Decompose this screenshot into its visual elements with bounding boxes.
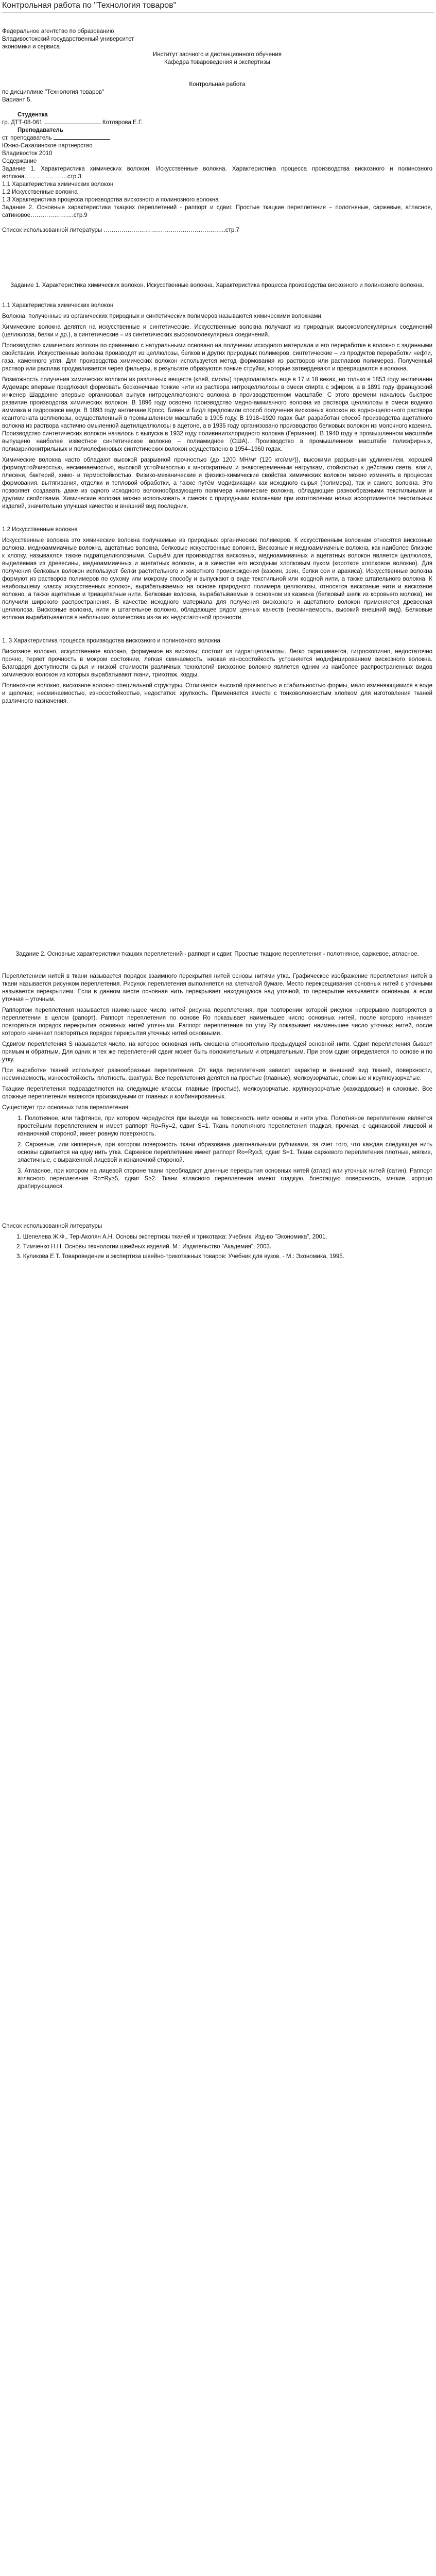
task2-para-3: Сдвигом переплетения S называется число, на которое основная нить смещена относительно предыдущей основной нити. Сдвиг переплетения бывает прямым и обратным. Для одних и тех же переплетений сдвиг может быть положительным и отрицательным. При этом сдвиг определяется по основе и по утку. <box>2 1041 432 1063</box>
task2-list-item-2: 2. Саржевые, или кипперные, при котором поверхность ткани образована диагональными рубчиками, за счет того, что каждая следующая нить основы сдвигается на одну нить утка. Саржевое переплетение имеет раппорт Ro=Ry≥3, сдвиг S=1. Ткани саржевого переплетения плотные, мягкие, эластичные, с выраженной лицевой и изнаночной стороной. <box>18 1142 432 1163</box>
biblio-item: 3. Куликова Е.Т. Товароведение и экспертиза швейно-трикотажных товаров: Учебник для вузов. - М.: Экономика, 1995. <box>16 1253 344 1260</box>
university-line: Владивостокский государственный университет <box>2 36 134 42</box>
task2-heading: Задание 2. Основные характеристики ткацких переплетений - раппорт и сдвиг. Простые ткацкие переплетения - полотняное, саржевое, атласное. <box>15 951 419 957</box>
task2-para-5: Ткацкие переплетения подразделяются на следующие классы: главные (простые), мелкоузорчатые, крупноузорчатые (жаккардовые) и сложные. Все сложные переплетения являются производными от главных и комбинированных. <box>2 1086 432 1100</box>
city-year-line: Владивосток 2010 <box>2 150 53 157</box>
title-divider <box>2 12 434 13</box>
teacher-title: ст. преподаватель <box>2 135 52 141</box>
student-group: гр. ДТТ-08-061 <box>2 120 43 126</box>
biblio-item: 1. Шепелева Ж.Ф., Тер-Акопян А.Н. Основы экспертизы тканей и трикотажа: Учебник. Изд-во "Экономика", 2001. <box>16 1234 327 1240</box>
biblio-list <box>2 1233 432 1261</box>
section-1-1-para-4: Возможность получения химических волокон из различных веществ (клей, смолы) предполагалась еще в 17 и 18 веках, но только в 1853 году англичанин Аудемарс впервые предложил формовать бесконечные тонкие нити из раствора нитроцеллюлозы в смеси спирта с эфиром, а в 1891 году французский инженер Шардонне впервые организовал выпуск нитроцеллюлозного волокна в производственном масштабе. С этого времени началось быстрое развитие производства химических волокон. В 1896 году освоено производство медно-аммиачного волокна из раствора целлюлозы в смеси водного аммиака и гидроокиси меди. В 1893 году англичане Кросс, Бивен и Бидл предложили способ получения вискозных волокон из водно-щелочного раствора ксантогената целлюлозы, осуществленный в промышленном масштабе в 1905 году. В 1918–1920 годах был разработан способ производства ацетатного волокна из раствора частично омыленной ацетилцеллюлозы в ацетоне, а в 1935 году организовано производство белковых волокон из молочного казеина. Производство синтетических волокон началось с выпуска в 1932 году поливинилхлоридного волокна (Германия). В 1940 году в промышленном масштабе выпущено наиболее известное синтетическое волокно – полиамидное (США). Производство в промышленном масштабе полиэфирных, полиакрилонитрильных и полиолефиновых синтетических волокон осуществлено в 1954–1960 годах. <box>2 377 432 452</box>
document-title: Контрольная работа по "Технология товаров" <box>2 1 177 10</box>
task2-list-item-1: 1. Полотняное, или тафтяное, при котором чередуются при выходе на поверхность нити основы и нити утка. Полотняное переплетение является простейшим переплетением и имеет раппорт Ro=Ry=2, сдвиг S=1. Ткань полотняного переплетения гладкая, прочная, с одинаковой лицевой и изнаночной стороной, имеет ровную поверхность. <box>18 1115 432 1137</box>
biblio-heading: Список использованной литературы <box>2 1223 102 1229</box>
teacher-label: Преподаватель <box>18 127 63 133</box>
toc-item-1-1: 1.1 Характеристика химических волокон <box>2 181 114 188</box>
document-body <box>2 21 432 1263</box>
task2-list-intro: Существует три основных типа переплетения: <box>2 1105 130 1111</box>
toc-biblio: Список использованной литературы ……………………………………………………..стр.7 <box>2 227 239 233</box>
discipline-line: по дисциплине "Технология товаров" <box>2 89 104 95</box>
partnership-line: Южно-Сахалинское партнерство <box>2 143 93 149</box>
task1-heading: Задание 1. Характеристика химических волокон. Искусственные волокна. Характеристика процесса производства вискозного и полинозного волокна. <box>10 282 424 289</box>
toc-task1: Задание 1. Характеристика химических волокон. Искусственные волокна. Характеристика процесса производства вискозного и полинозного волокна………………….стр.3 <box>2 166 432 180</box>
work-title: Контрольная работа <box>189 81 246 88</box>
teacher-signature-blank <box>54 139 110 140</box>
toc-item-1-3: 1.3 Характеристика процесса производства вискозного и полинозного волокна <box>2 197 219 203</box>
agency-line: Федеральное агентство по образованию <box>2 28 114 35</box>
toc-heading: Содержание <box>2 158 37 164</box>
toc-item-1-2: 1.2 Искусственные волокна <box>2 189 78 195</box>
student-name: Котлярова Е.Г. <box>102 120 143 126</box>
section-1-3-para-2: Полинозное волокно, вискозное волокно специальной структуры. Отличается высокой прочностью и стабильностью формы, мало изменяющимися в воде и щелочах; несминаемостью, износостойкостью, недостатки: хрупкость. Применяется вместе с тонковолокнистым хлопком для изготовления тканей различного назначения. <box>2 683 432 704</box>
section-1-1-title: 1.1 Характеристика химических волокон <box>2 302 114 309</box>
institute-line: Институт заочного и дистанционного обучения <box>152 52 282 58</box>
task2-para-1: Переплетением нитей в ткани называется порядок взаимного перекрытия нитей основы нитями утка. Графическое изображение переплетения нитей в ткани называется рисунком переплетения. Рисунок переплетения выполняется на клетчатой бумаге. Место перекрещивания основных нитей с уточными называется перекрытием. Если в данном месте основная нить перекрывает находящуюся над уточной, то перекрытие называется основным, а если уточная – уточным. <box>2 973 432 1003</box>
university-line-2: экономики и сервиса <box>2 44 60 50</box>
section-1-3-para-1: Вискозное волокно, искусственное волокно, формуемое из вискозы; состоит из гидратцеллюлозы. Легко окрашивается, гигроскопично, недостаточно прочно, теряет прочность в мокром состоянии, легкая сминаемость, низкая износостойкость устраняется модифицированием вискозного волокна. Благодаря доступности сырья и низкой стоимости различных технологий вискозное волокно является одним из наиболее распространенных видов химических волокон из которых вырабатывают ткани, трикотаж, корды. <box>2 649 432 678</box>
section-1-2-para-1: Искусственные волокна это химические волокна получаемые из природных органических полимеров. К искусственным волокнам относятся вискозные волокна, медноаммиачные волокна, ацетатные волокна, белковые искусственные волокна. Вискозные и медноаммиачные волокна, как наиболее близкие к хлопку, называются также гидратцеллюлозными. Сырьём для производства вискозных, медноаммиачных и ацетатных волокон является целлюлоза, выделяемая из древесины, медноаммиачных и ацетатных волокон, а в качестве его исходным хлопковым пухом (короткое хлопковое волокно). Для получения белковых волокон используют белки растительного и животного происхождения (казеин, зеин, белки сои и арахиса). Искусственные волокна формуют из растворов полимеров по сухому или мокрому способу и выпускают в виде текстильной или кордной нити, а также штапельного волокна. К наибольшему классу искусственных волокон, вырабатываемых на основе природного полимера целлюлозы, относятся вискозные нити и вискозное волокно, а также ацетатные и триацетатные нити. Белковые волокна, вырабатываемые в основном из казеина (белковый шелк из коровьего молока), не получили широкого распространения. В качестве исходного материала для получения вискозного и ацетатного волокон применяется древесная целлюлоза. Вискозные волокна, нити и штапельное волокно, обладающее рядом ценных качеств (несминаемость, высокий внешний вид). Белковые волокна вырабатываются в небольших количествах из-за их недостаточной прочности. <box>2 537 432 621</box>
section-1-1-para-1: Волокна, полученные из органических природных и синтетических полимеров называются химическими волокнами. <box>2 313 323 319</box>
toc-task2: Задание 2. Основные характеристики ткацких переплетений - раппорт и сдвиг. Простые ткацкие переплетения – полотняные, саржевые, атласное, сатиновое………………….стр.9 <box>2 205 432 218</box>
student-label: Студентка <box>18 112 48 118</box>
department-line: Кафедра товароведения и экспертизы <box>164 59 270 65</box>
section-1-2-title: 1.2 Искусственные волокна <box>2 527 78 533</box>
section-1-1-para-3: Производство химических волокон по сравнению с натуральными основано на получении исходного материала и его переработке в волокно с заданными свойствами. Искусственные волокна производят из целлюлозы, белков и других природных полимеров, синтетические – из продуктов переработки нефти, газа, каменного угля. Для производства химических волокон используется метод формования из растворов или расплавов полимеров. Полученный раствор или расплав продавливается через фильеры, в результате образуются тонкие струйки, которые затвердевают и превращаются в волокна. <box>2 343 432 372</box>
task2-list-item-3: 3. Атласное, при котором на лицевой стороне ткани преобладают длинные перекрытия основных нитей (атлас) или уточных нитей (сатин). Раппорт атласного переплетения Ro=Ry≥5, сдвиг S≥2. Ткани атласного переплетения имеют гладкую, блестящую поверхность, мягкие, хорошо драпирующиеся. <box>18 1168 432 1190</box>
biblio-item: 2. Тимченко Н.Н. Основы технологии швейных изделий. М.: Издательство "Академия", 2003. <box>16 1244 272 1250</box>
section-1-1-para-5: Химические волокна часто обладают высокой разрывной прочностью (до 1200 МН/м² (120 кгс/мм²)), высокими разрывным удлинением, хорошей формоустойчивостью, несминаемостью, высокой устойчивостью к многократным и знакопеременным нагрузкам, стойкостью к действию света, влаги, плесени, бактерий, химо- и термостойкостью. Физико-механические и физико-химические свойства химических волокон можно изменять в процессах формования, вытягивания, отделки и тепловой обработки, а также путём модификации как исходного сырья (полимера), так и самого волокна. Это позволяет создавать даже из одного исходного волокнообразующего полимера химические волокна, обладающие разнообразными текстильными и другими свойствами. Химические волокна можно использовать в смесях с природными волокнами при изготовлении новых ассортиментов текстильных изделий, значительно улучшая качество и внешний вид последних. <box>2 457 432 510</box>
task2-para-2: Раппортом переплетения называется наименьшее число нитей рисунка переплетения, при повторении которой рисунок непрерывно повторяется в переплетении в целом (рапорт). Раппорт переплетения по основе Ro показывает наименьшее число основных нитей, после которого начинает повторяться порядок перекрытия основных нитей уточными. Раппорт переплетения по утку Ry показывает наименьшее число уточных нитей, после которого начинает повторяться порядок перекрытия уточных нитей основными. <box>2 1007 432 1037</box>
section-1-3-title: 1. 3 Характеристика процесса производства вискозного и полинозного волокна <box>2 638 220 644</box>
teacher-line <box>2 134 432 142</box>
variant-line: Вариант 5. <box>2 97 32 103</box>
student-line <box>2 119 432 127</box>
task2-para-4: При выработке тканей используют разнообразные переплетения. От вида переплетения зависит характер и внешний вид тканей, поверхности, несминаемость, износостойкость, плотность, фактура. Все переплетения делятся на простые (главные), мелкоузорчатые, сложные и крупноузорчатые. <box>2 1067 432 1081</box>
section-1-1-para-2: Химические волокна делятся на искусственные и синтетические. Искусственные волокна получают из природных высокомолекулярных соединений (целлюлоза, белки и др.), а синтетические – из синтетических высокомолекулярных соединений. <box>2 324 432 338</box>
